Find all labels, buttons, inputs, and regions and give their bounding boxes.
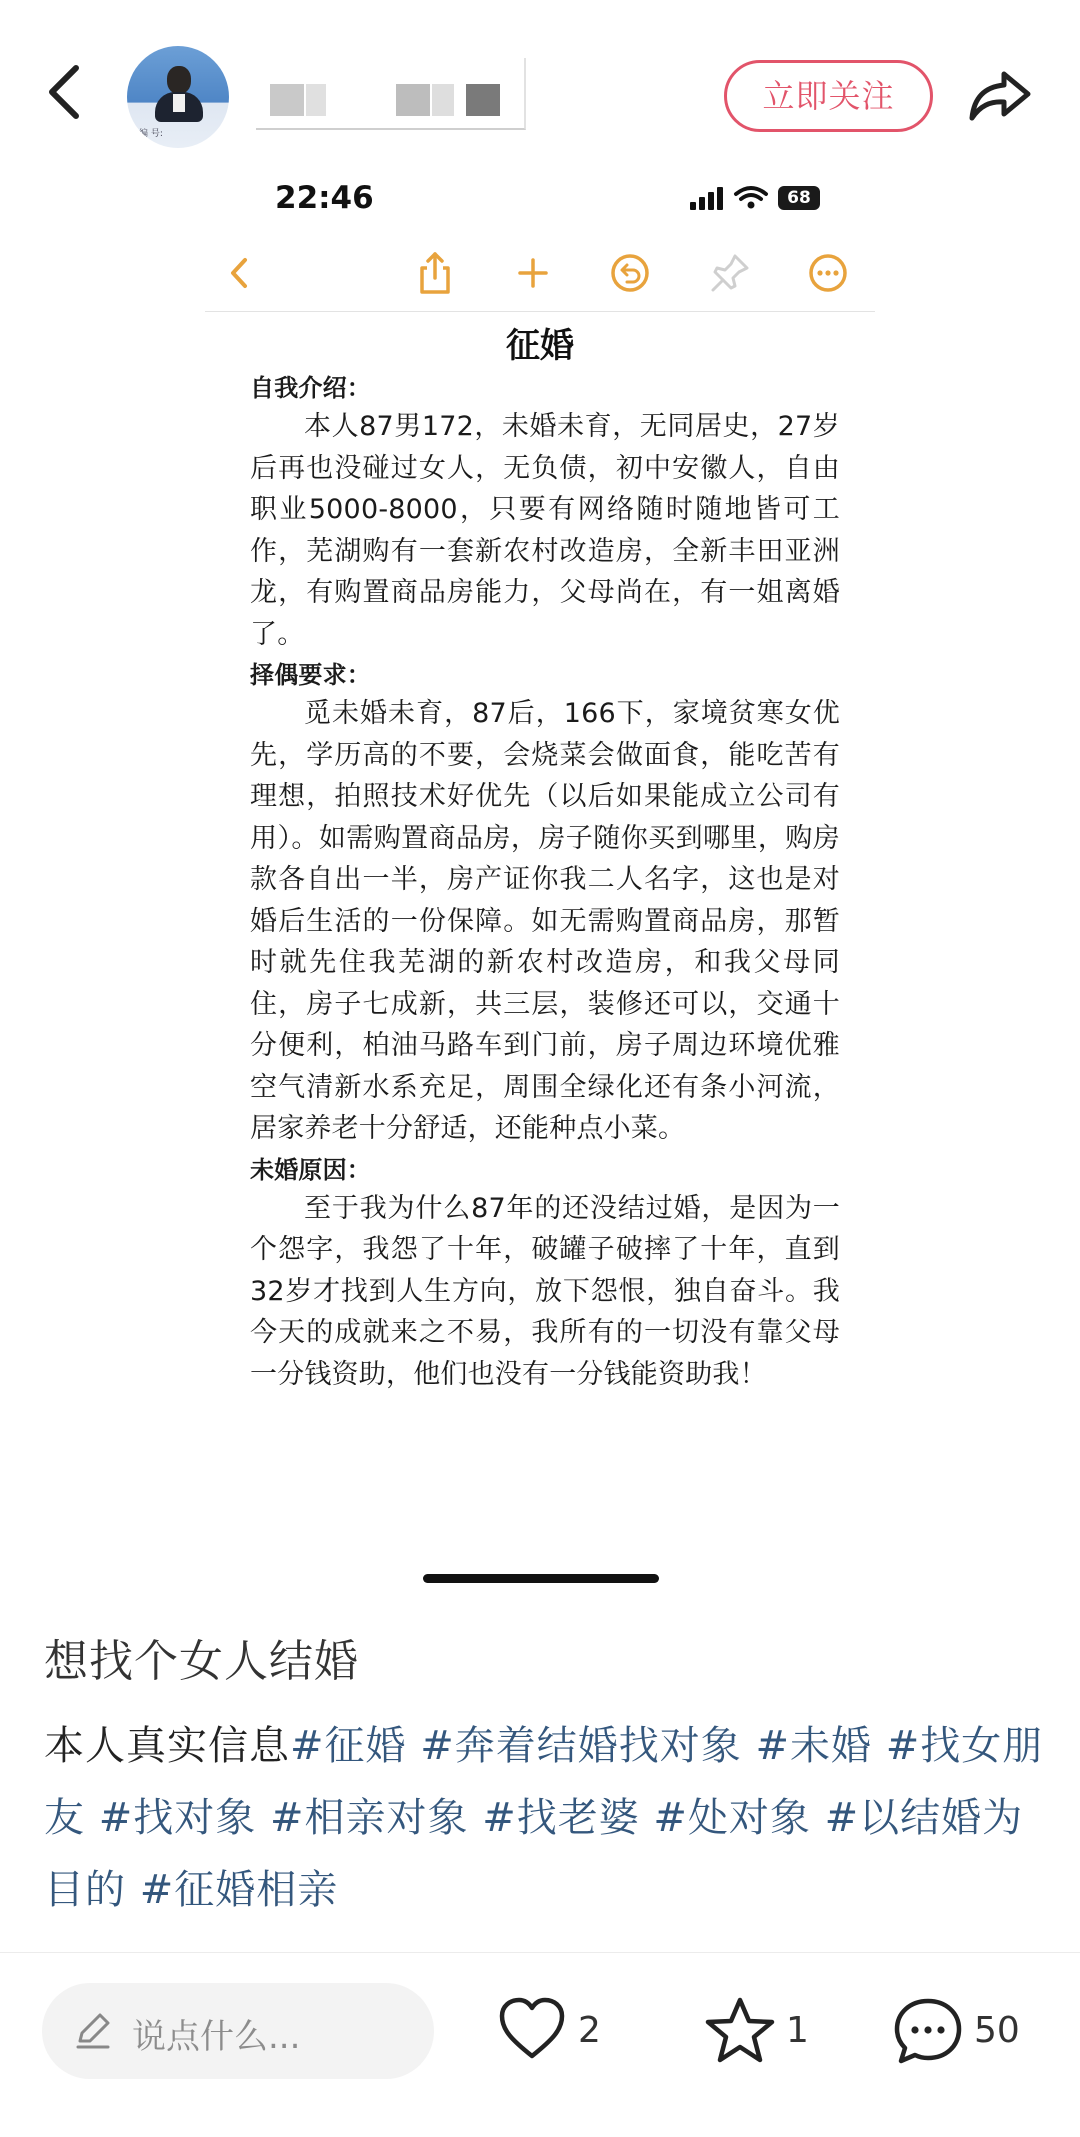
comment-placeholder: 说点什么... — [132, 2017, 301, 2057]
section-heading-requirements: 择偶要求： — [250, 661, 371, 689]
section-text-reason: 至于我为什么87年的还没结过婚，是因为一个怨字，我怨了十年，破罐子破摔了十年，直到32岁才找到人生方向，放下怨恨，独自奋斗。我今天的成就来之不易，我所有的一切没有靠父母一分钱资助，他们也没有一分钱能资助我！ — [250, 1192, 840, 1390]
notes-more-icon[interactable] — [803, 248, 853, 298]
comment-button[interactable] — [892, 1996, 1042, 2066]
follow-button[interactable]: 立即关注 — [724, 60, 933, 132]
section-heading-intro: 自我介绍： — [250, 374, 371, 402]
notes-add-icon[interactable] — [508, 248, 558, 298]
post-text — [44, 1710, 1044, 1926]
wifi-icon — [736, 188, 766, 209]
doc-title: 征婚 — [506, 326, 574, 366]
avatar[interactable] — [127, 46, 229, 148]
post-intro: 本人真实信息 — [44, 1723, 290, 1769]
notes-back-icon[interactable] — [215, 248, 265, 298]
hashtag[interactable]: #征婚 — [290, 1723, 407, 1769]
top-bar — [0, 0, 1080, 190]
avatar-head — [167, 66, 191, 94]
avatar-tag: 编 号: — [139, 129, 163, 139]
like-button[interactable] — [498, 1996, 608, 2066]
hashtag[interactable]: #找女朋友 — [44, 1723, 1044, 1841]
heart-icon — [498, 1996, 566, 2062]
status-time: 22:46 — [275, 180, 374, 216]
hashtag[interactable]: #以结婚为目的 — [44, 1795, 1024, 1913]
comment-icon — [892, 1996, 964, 2066]
hashtag[interactable]: #相亲对象 — [269, 1795, 469, 1841]
notes-pin-icon[interactable] — [705, 248, 755, 298]
comment-input[interactable] — [42, 1983, 434, 2079]
notes-undo-icon[interactable] — [605, 248, 655, 298]
bottom-divider — [0, 1952, 1080, 1953]
notes-toolbar — [205, 242, 875, 312]
back-icon — [40, 62, 90, 122]
section-text-intro: 本人87男172，未婚未育，无同居史，27岁后再也没碰过女人，无负债，初中安徽人，自由职业5000-8000，只要有网络随时随地皆可工作，芜湖购有一套新农村改造房，全新丰田亚洲龙，有购置商品房能力，父母尚在，有一姐离婚了。 — [250, 411, 840, 650]
section-text-requirements: 觅未婚未育，87后，166下，家境贫寒女优先，学历高的不要，会烧菜会做面食，能吃苦有理想，拍照技术好优先（以后如果能成立公司有用）。如需购置商品房，房子随你买到哪里，购房款各自出一半，房产证你我二人名字，这也是对婚后生活的一份保障。如无需购置商品房，那暂时就先住我芜湖的新农村改造房，和我父母同住，房子七成新，共三层，装修还可以，交通十分便利，柏油马路车到门前，房子周边环境优雅空气清新水系充足，周围全绿化还有条小河流，居家养老十分舒适，还能种点小菜。 — [250, 698, 840, 1144]
comment-count: 50 — [974, 2010, 1020, 2051]
favorite-count: 1 — [786, 2010, 809, 2051]
share-button[interactable] — [968, 68, 1032, 124]
like-count: 2 — [578, 2010, 601, 2051]
section-heading-reason: 未婚原因： — [250, 1155, 371, 1184]
post-title: 想找个女人结婚 — [44, 1636, 359, 1687]
hashtag[interactable]: #找老婆 — [482, 1795, 640, 1841]
doc-body — [250, 370, 840, 1397]
username-blurred[interactable] — [256, 58, 526, 130]
hashtag[interactable]: #找对象 — [98, 1795, 257, 1841]
hashtag[interactable]: #处对象 — [653, 1795, 811, 1841]
back-button[interactable] — [40, 62, 90, 122]
notes-share-icon[interactable] — [410, 248, 460, 298]
hashtag[interactable]: #未婚 — [755, 1723, 872, 1769]
hashtag[interactable]: #奔着结婚找对象 — [420, 1723, 742, 1769]
favorite-button[interactable] — [704, 1996, 814, 2066]
hashtag[interactable]: #征婚相亲 — [139, 1867, 339, 1913]
share-icon — [968, 68, 1032, 124]
battery-indicator: 68 — [778, 186, 820, 210]
avatar-shirt — [173, 94, 185, 112]
home-indicator — [423, 1574, 659, 1583]
pen-icon — [70, 2007, 116, 2053]
star-icon — [704, 1996, 776, 2066]
